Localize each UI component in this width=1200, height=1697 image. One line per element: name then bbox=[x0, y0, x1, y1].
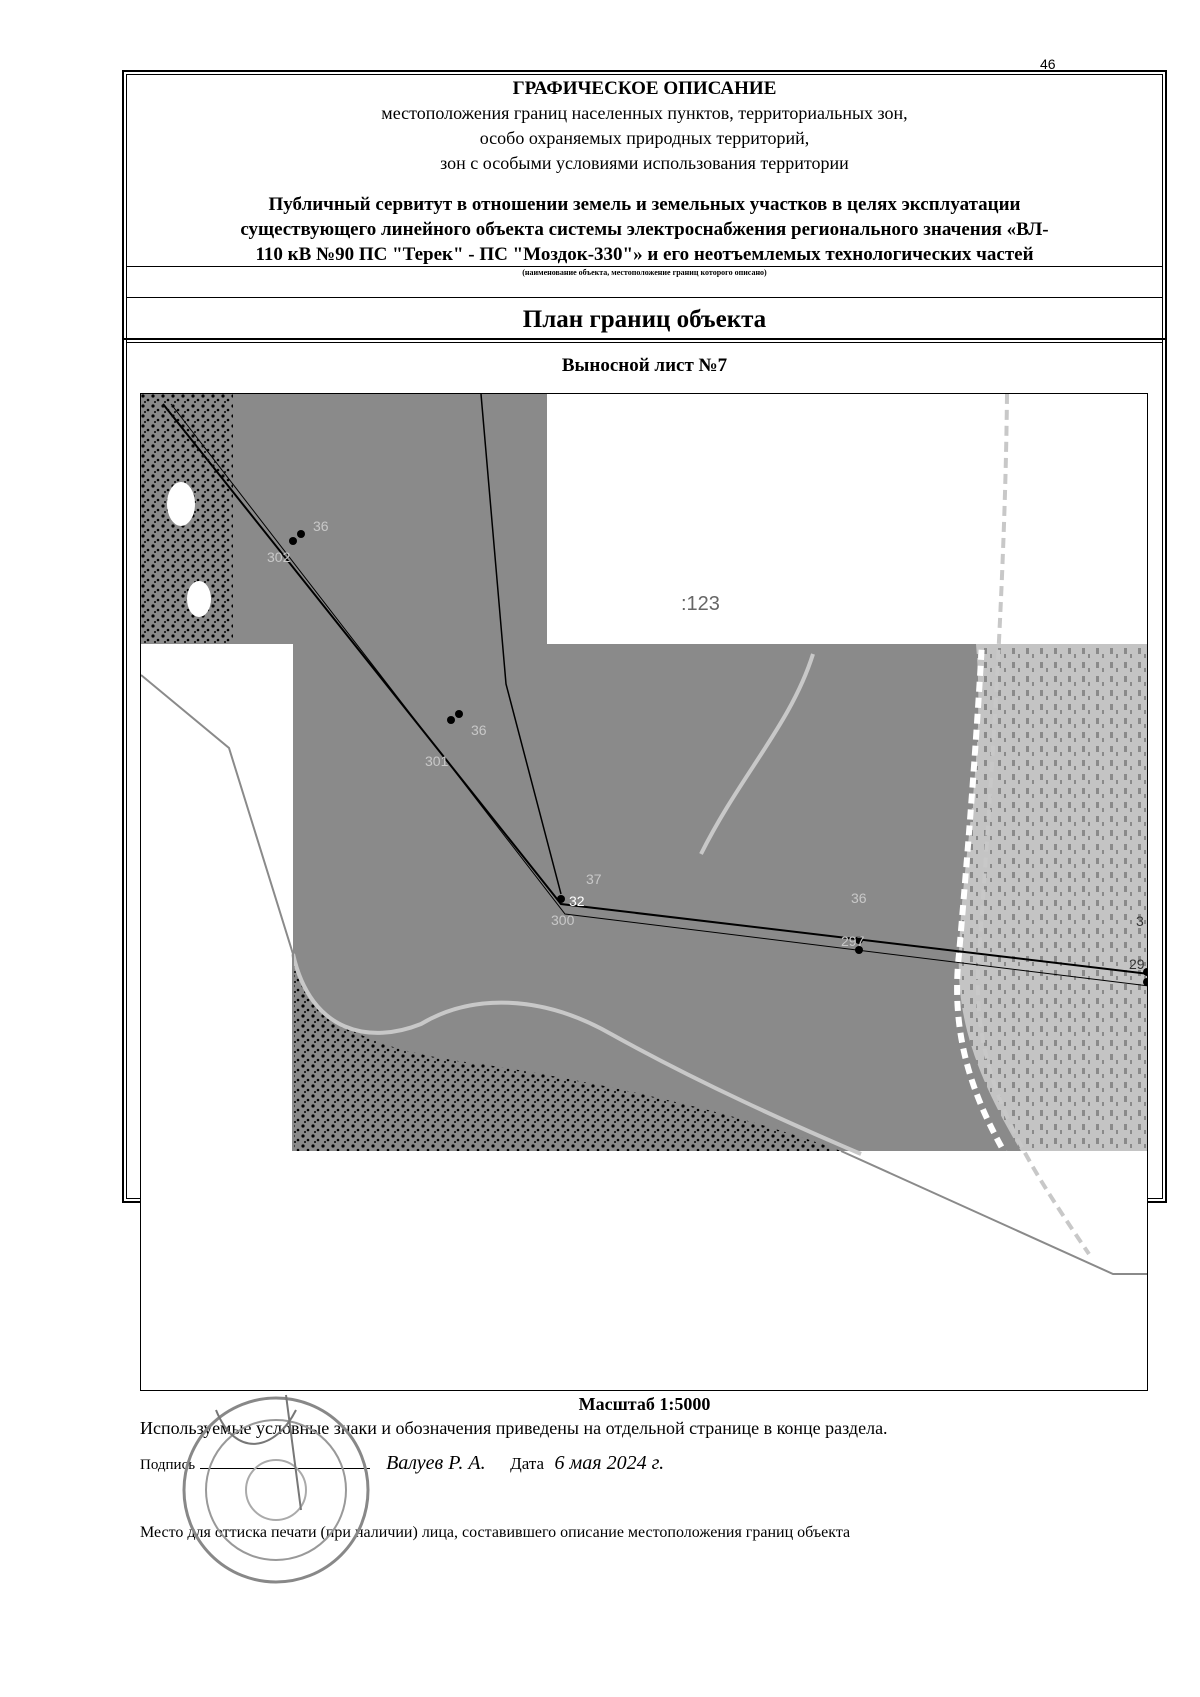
subtitle-line-3: зон с особыми условиями использования территории bbox=[440, 153, 849, 173]
subtitle-line-1: местоположения границ населенных пунктов, территориальных зон, bbox=[381, 103, 908, 123]
map-scale: Масштаб 1:5000 bbox=[578, 1394, 711, 1414]
round-stamp bbox=[176, 1390, 376, 1590]
point-36a bbox=[297, 530, 305, 538]
signer-name: Валуев Р. А. bbox=[386, 1452, 486, 1474]
plan-divider-inner bbox=[126, 342, 1163, 343]
point-32 bbox=[557, 895, 565, 903]
point-label-36a: 36 bbox=[313, 518, 329, 534]
point-label-37: 37 bbox=[586, 871, 602, 887]
imagery-light-area bbox=[959, 644, 1148, 1151]
boundary-line bbox=[141, 675, 293, 1151]
point-label-32: 32 bbox=[569, 893, 585, 909]
plan-title: План границ объекта bbox=[522, 306, 767, 333]
point-label-36c: 36 bbox=[851, 890, 867, 906]
object-name-line-3: 110 кВ №90 ПС "Терек" - ПС "Моздок-330"» и его неотъемлемых технологических частей bbox=[255, 244, 1034, 265]
object-name-line-1: Публичный сервитут в отношении земель и земельных участков в целях эксплуатации bbox=[268, 194, 1021, 215]
point-301 bbox=[447, 716, 455, 724]
stamp-note: Место для оттиска печати (при наличии) лица, составившего описание местоположения границ объекта bbox=[140, 1524, 851, 1541]
point-label-3: 3 bbox=[1136, 913, 1144, 929]
legend-note: Используемые условные знаки и обозначения приведены на отдельной странице в конце раздела. bbox=[140, 1418, 888, 1438]
map-area bbox=[140, 393, 1148, 1391]
header-divider bbox=[126, 297, 1163, 298]
plan-divider bbox=[122, 338, 1167, 340]
point-36b bbox=[455, 710, 463, 718]
signature-label: Подпись bbox=[140, 1457, 196, 1473]
point-label-297: 297 bbox=[841, 933, 865, 949]
parcel-label: :123 bbox=[681, 593, 720, 615]
subtitle-line-2: особо охраняемых природных территорий, bbox=[479, 128, 810, 148]
point-label-300: 300 bbox=[551, 912, 575, 928]
sheet-title: Выносной лист №7 bbox=[561, 355, 728, 376]
point-302 bbox=[289, 537, 297, 545]
document-title: ГРАФИЧЕСКОЕ ОПИСАНИЕ bbox=[512, 78, 777, 99]
boundary-line-bottom bbox=[841, 1151, 1148, 1274]
point-label-36b: 36 bbox=[471, 722, 487, 738]
object-name-line-2: существующего линейного объекта системы электроснабжения регионального значения «ВЛ- bbox=[240, 219, 1049, 240]
point-label-29: 29 bbox=[1129, 956, 1145, 972]
signature-date: 6 мая 2024 г. bbox=[554, 1452, 665, 1474]
page-number: 46 bbox=[1040, 56, 1056, 72]
object-caption: (наименование объекта, местоположение границ которого описано) bbox=[522, 268, 767, 277]
map-svg bbox=[141, 394, 1148, 1391]
parcel-123 bbox=[547, 394, 991, 644]
point-label-301: 301 bbox=[425, 753, 449, 769]
point-label-302: 302 bbox=[267, 549, 291, 565]
date-label: Дата bbox=[510, 1454, 545, 1473]
caption-rule bbox=[126, 266, 1163, 267]
